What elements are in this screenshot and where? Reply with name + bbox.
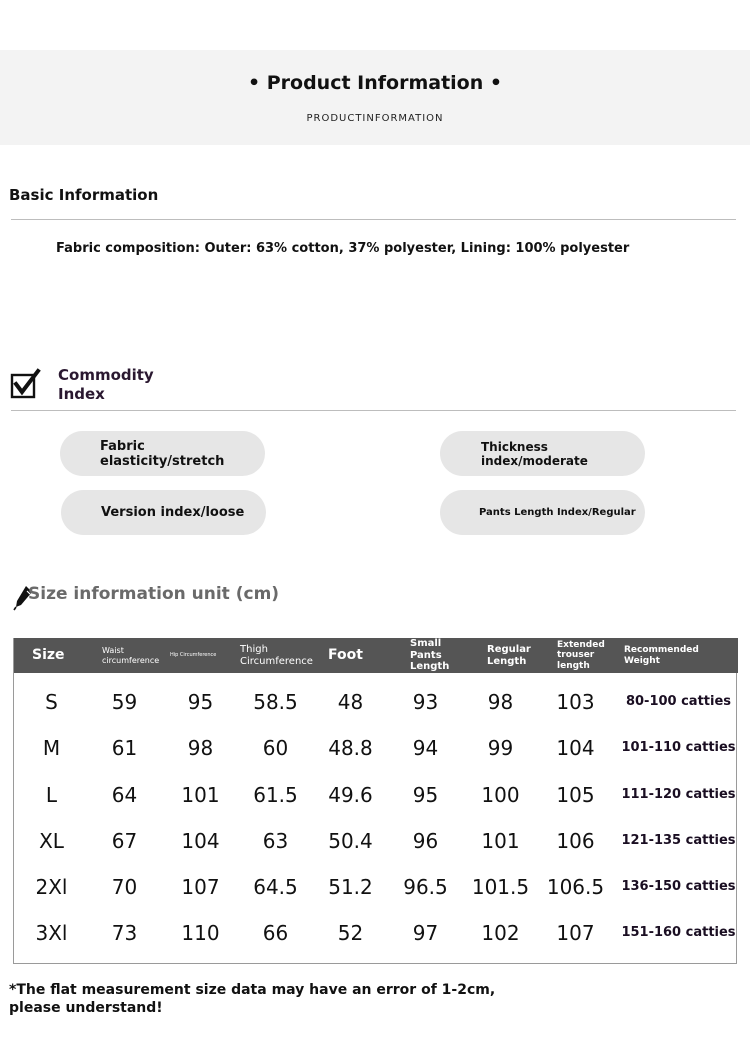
tag-thickness-index bbox=[440, 431, 645, 476]
table-cell: 96 bbox=[412, 829, 439, 853]
table-cell: 51.2 bbox=[328, 875, 373, 899]
table-cell-weight: 101-110 catties bbox=[621, 740, 736, 755]
table-cell: 58.5 bbox=[253, 690, 298, 714]
table-cell: 97 bbox=[412, 921, 439, 945]
fabric-composition: Fabric composition: Outer: 63% cotton, 37% polyester, Lining: 100% polyester bbox=[56, 241, 630, 256]
table-cell: 99 bbox=[487, 736, 514, 760]
table-cell: 95 bbox=[412, 783, 439, 807]
table-cell: 101.5 bbox=[471, 875, 530, 899]
table-cell: 66 bbox=[262, 921, 289, 945]
table-cell: 110 bbox=[181, 921, 220, 945]
table-cell: M bbox=[42, 736, 61, 760]
table-cell-weight: 80-100 catties bbox=[625, 694, 732, 709]
table-cell: 102 bbox=[481, 921, 520, 945]
commodity-index-heading bbox=[58, 366, 154, 404]
tag-label: Fabric elasticity/stretch bbox=[100, 438, 225, 469]
table-cell: XL bbox=[39, 829, 64, 853]
table-cell-weight: 151-160 catties bbox=[621, 925, 736, 940]
column-header-thigh: Thigh Circumference bbox=[240, 644, 313, 667]
table-cell: 64 bbox=[111, 783, 138, 807]
table-cell: 3Xl bbox=[35, 921, 68, 945]
table-cell: 61.5 bbox=[253, 783, 298, 807]
tag-version-index bbox=[61, 490, 266, 535]
table-cell: 104 bbox=[181, 829, 220, 853]
column-header-recommended-weight: Recommended Weight bbox=[624, 645, 699, 666]
table-cell: 96.5 bbox=[403, 875, 448, 899]
header-band bbox=[0, 50, 750, 145]
column-header-foot: Foot bbox=[328, 647, 363, 664]
table-cell: 49.6 bbox=[328, 783, 373, 807]
divider bbox=[11, 219, 736, 220]
column-header-hip: Hip Circumference bbox=[170, 651, 217, 658]
tag-label: Pants Length Index/Regular bbox=[479, 507, 636, 518]
column-header-small-pants-length: Small Pants Length bbox=[410, 638, 450, 673]
table-cell: 50.4 bbox=[328, 829, 373, 853]
table-cell: 106.5 bbox=[546, 875, 605, 899]
table-cell: 94 bbox=[412, 736, 439, 760]
table-cell: 98 bbox=[187, 736, 214, 760]
column-header-extended-length: Extended trouser length bbox=[557, 639, 605, 671]
table-cell: 95 bbox=[187, 690, 214, 714]
table-cell: 103 bbox=[556, 690, 595, 714]
table-cell: 52 bbox=[337, 921, 364, 945]
table-cell: 2Xl bbox=[35, 875, 68, 899]
table-cell: 93 bbox=[412, 690, 439, 714]
table-cell: 60 bbox=[262, 736, 289, 760]
section-subtitle: PRODUCTINFORMATION bbox=[306, 113, 444, 124]
table-cell: 107 bbox=[556, 921, 595, 945]
size-info-heading: Size information unit (cm) bbox=[28, 584, 280, 604]
table-cell: 101 bbox=[481, 829, 520, 853]
basic-info-heading: Basic Information bbox=[9, 186, 159, 204]
measurement-footnote: *The flat measurement size data may have an error of 1-2cm, please understand! bbox=[9, 982, 496, 1016]
table-cell: 98 bbox=[487, 690, 514, 714]
table-cell: 48.8 bbox=[328, 736, 373, 760]
table-cell: 105 bbox=[556, 783, 595, 807]
commodity-heading-line1: Commodity bbox=[58, 366, 154, 384]
table-cell: 63 bbox=[262, 829, 289, 853]
table-cell: 106 bbox=[556, 829, 595, 853]
table-header-row bbox=[14, 638, 738, 673]
table-cell: 104 bbox=[556, 736, 595, 760]
table-cell: 61 bbox=[111, 736, 138, 760]
column-header-regular-length: Regular Length bbox=[487, 644, 531, 667]
commodity-heading-line2: Index bbox=[58, 385, 105, 403]
tag-pants-length-index bbox=[440, 490, 645, 535]
table-cell: 59 bbox=[111, 690, 138, 714]
column-header-waist: Waist circumference bbox=[102, 646, 160, 665]
table-cell: 100 bbox=[481, 783, 520, 807]
table-cell: S bbox=[45, 690, 58, 714]
table-cell-weight: 121-135 catties bbox=[621, 833, 736, 848]
table-cell-weight: 136-150 catties bbox=[621, 879, 736, 894]
table-cell: 73 bbox=[111, 921, 138, 945]
checkbox-check-icon bbox=[9, 368, 41, 400]
tag-fabric-elasticity bbox=[60, 431, 265, 476]
table-cell: 101 bbox=[181, 783, 220, 807]
table-cell-weight: 111-120 catties bbox=[621, 787, 736, 802]
divider bbox=[11, 410, 736, 411]
table-cell: 70 bbox=[111, 875, 138, 899]
tag-label: Thickness index/moderate bbox=[481, 439, 588, 468]
column-header-size: Size bbox=[32, 647, 65, 664]
table-cell: 67 bbox=[111, 829, 138, 853]
tag-label: Version index/loose bbox=[101, 505, 245, 520]
table-cell: L bbox=[45, 783, 58, 807]
size-table bbox=[13, 638, 737, 964]
table-cell: 107 bbox=[181, 875, 220, 899]
table-cell: 64.5 bbox=[253, 875, 298, 899]
table-cell: 48 bbox=[337, 690, 364, 714]
section-title: • Product Information • bbox=[247, 72, 503, 94]
